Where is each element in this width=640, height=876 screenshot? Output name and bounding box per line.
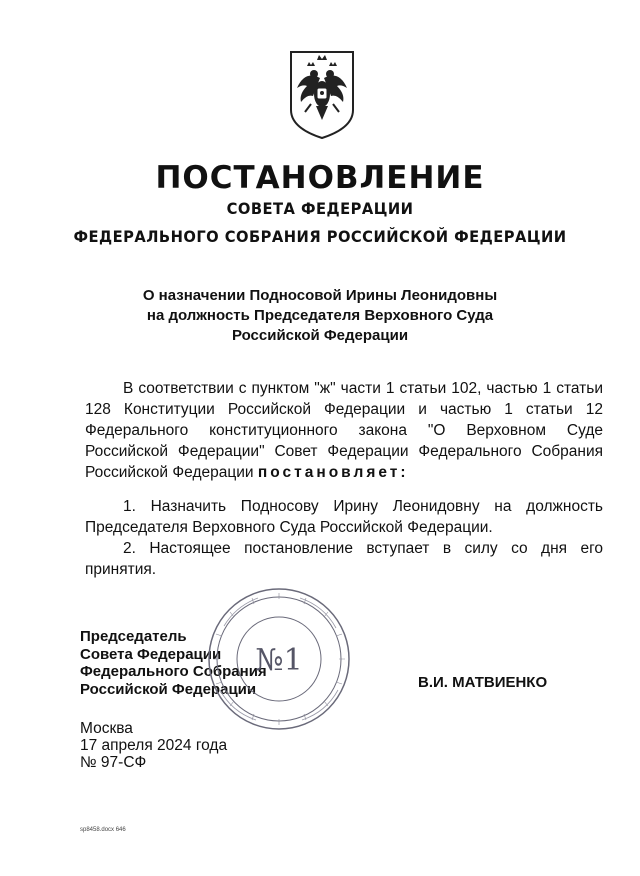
subject-line-3: Российской Федерации [231, 327, 409, 344]
subject-line-1: О назначении Подносовой Ирины Леонидовны [142, 287, 498, 304]
subject-line-2: на должность Председателя Верховного Суда [146, 307, 494, 324]
item-1-paragraph: 1. Назначить Подносову Ирину Леонидовну на должность Председателя Верховного Суда Российской Федерации. [85, 498, 603, 536]
issuer-line-2: ФЕДЕРАЛЬНОГО СОБРАНИЯ РОССИЙСКОЙ ФЕДЕРАЦИИ [73, 227, 567, 246]
signatory-line-1: Председатель [80, 628, 187, 645]
issue-city: Москва [80, 720, 133, 737]
resolves-word: постановляет: [257, 464, 409, 481]
issue-details [80, 720, 227, 771]
signatory-name: В.И. МАТВИЕНКО [418, 674, 548, 691]
file-code: sp8458.docx 646 [80, 827, 126, 833]
official-seal-stamp [206, 586, 352, 732]
issue-number: № 97-СФ [80, 754, 147, 771]
item-2-paragraph: 2. Настоящее постановление вступает в силу со дня его принятия. [85, 540, 603, 578]
signatory-line-2: Совета Федерации [80, 645, 222, 663]
seal-number: №1 [255, 643, 303, 678]
issuer-line-1: СОВЕТА ФЕДЕРАЦИИ [226, 199, 414, 218]
signatory-line-4: Российской Федерации [80, 680, 257, 698]
preamble-paragraph [85, 378, 603, 483]
issue-date: 17 апреля 2024 года [80, 737, 228, 754]
signatory-line-3: Федерального Собрания [80, 663, 267, 680]
russian-coat-of-arms-icon [287, 48, 357, 140]
document-subject [0, 286, 640, 346]
preamble-text: В соответствии с пунктом "ж" части 1 статьи 102, частью 1 статьи 128 Конституции Российской Федерации и частью 1 статьи 12 Федерального конституционного закона "О Верховном Суде Российской Федерации" Совет Федерации Федерального Собрания Российской Федерации [85, 380, 603, 481]
document-title: ПОСТАНОВЛЕНИЕ [155, 160, 485, 196]
